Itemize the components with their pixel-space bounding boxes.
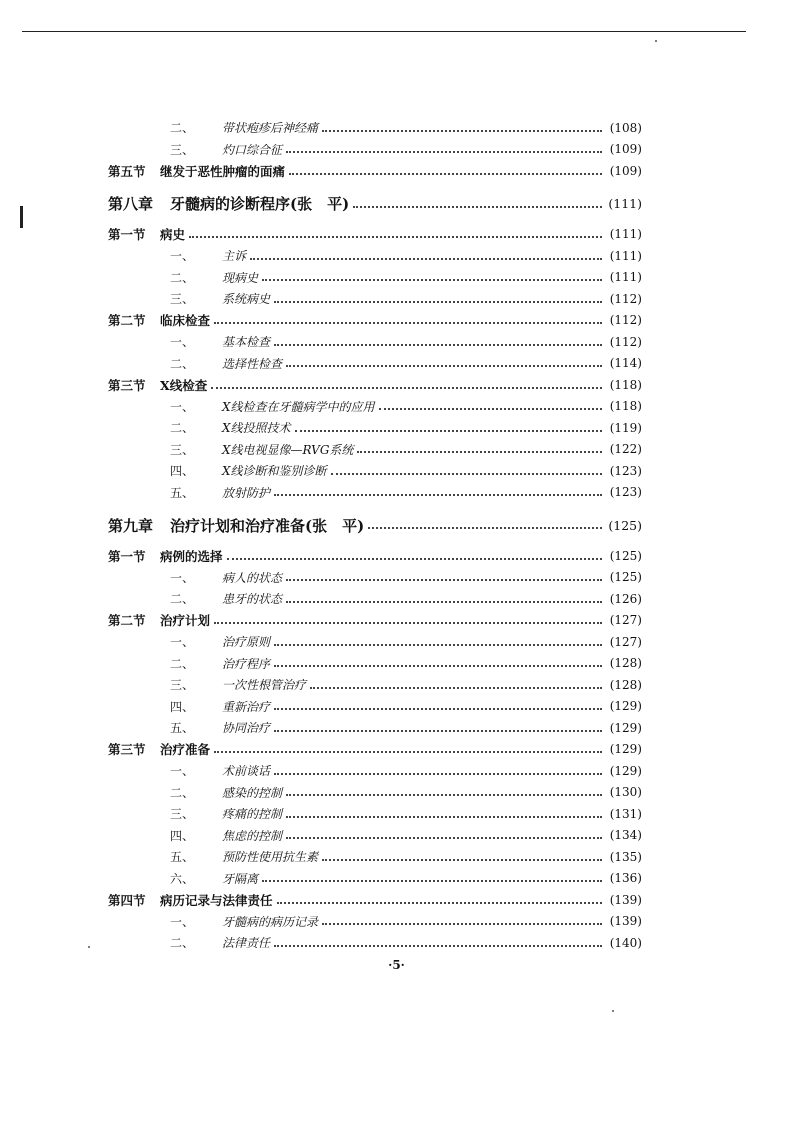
toc-entry-title: 术前谈话: [222, 764, 271, 779]
toc-entry-item: [108, 911, 642, 933]
toc-entry-page: (111): [608, 196, 642, 211]
toc-entry-page: (112): [609, 313, 642, 328]
toc-entry-section: [108, 889, 642, 911]
dot-leader: [274, 945, 602, 947]
toc-entry-page: (122): [609, 442, 642, 457]
scan-mark: [20, 206, 23, 228]
speck: [612, 1010, 614, 1012]
dot-leader: [274, 708, 602, 710]
toc-entry-section: [108, 739, 642, 761]
toc-entry-section: [108, 224, 642, 246]
dot-leader: [353, 206, 602, 208]
toc-entry-title: 治疗计划: [160, 613, 211, 629]
toc-entry-page: (109): [609, 142, 642, 157]
dot-leader: [274, 644, 602, 646]
toc-entry-title: 系统病史: [222, 292, 271, 307]
toc-entry-number: 二、: [170, 592, 195, 607]
toc-entry-page: (126): [609, 591, 642, 606]
toc-entry-page: (134): [609, 828, 642, 843]
toc-entry-number: 二、: [170, 421, 195, 436]
toc-entry-title: 继发于恶性肿瘤的面痛: [160, 163, 286, 179]
dot-leader: [214, 622, 602, 624]
toc-entry-number: 一、: [170, 399, 195, 414]
dot-leader: [274, 494, 602, 496]
dot-leader: [262, 880, 602, 882]
toc-entry-page: (125): [609, 570, 642, 585]
toc-entry-title: 患牙的状态: [222, 592, 283, 607]
toc-entry-section: [108, 610, 642, 632]
toc-entry-item: [108, 567, 642, 589]
dot-leader: [322, 859, 602, 861]
dot-leader: [322, 130, 602, 132]
toc-entry-title: X线投照技术: [222, 421, 291, 436]
toc-entry-number: 五、: [170, 485, 195, 500]
toc-entry-number: 第二节: [108, 313, 146, 329]
toc-entry-number: 二、: [170, 356, 195, 371]
toc-entry-item: [108, 631, 642, 653]
dot-leader: [289, 173, 602, 175]
toc-entry-page: (139): [609, 914, 642, 929]
toc-entry-item: [108, 245, 642, 267]
toc-entry-page: (139): [609, 892, 642, 907]
dot-leader: [211, 387, 602, 389]
toc-entry-item: [108, 717, 642, 739]
toc-entry-title: 临床检查: [160, 313, 211, 329]
toc-entry-page: (129): [609, 699, 642, 714]
toc-entry-title: 治疗原则: [222, 635, 271, 650]
toc-entry-section: [108, 374, 642, 396]
toc-entry-number: 六、: [170, 871, 195, 886]
toc-entry-number: 五、: [170, 721, 195, 736]
dot-leader: [262, 279, 602, 281]
toc-entry-item: [108, 932, 642, 954]
toc-entry-page: (140): [609, 935, 642, 950]
toc-entry-number: 四、: [170, 828, 195, 843]
toc-entry-page: (128): [609, 677, 642, 692]
toc-entry-number: 第三节: [108, 742, 146, 758]
dot-leader: [357, 451, 602, 453]
toc-entry-title: X线检查在牙髓病学中的应用: [222, 399, 375, 414]
toc-entry-number: 第二节: [108, 613, 146, 629]
table-of-contents: [108, 117, 642, 954]
toc-entry-title: 预防性使用抗生素: [222, 850, 319, 865]
toc-entry-title: 治疗程序: [222, 656, 271, 671]
toc-entry-item: [108, 868, 642, 890]
toc-entry-number: 第五节: [108, 163, 146, 179]
toc-entry-page: (112): [609, 334, 642, 349]
toc-entry-number: 一、: [170, 635, 195, 650]
toc-entry-page: (123): [609, 485, 642, 500]
toc-entry-page: (129): [609, 720, 642, 735]
toc-entry-number: 四、: [170, 464, 195, 479]
toc-entry-chapter: [108, 192, 642, 216]
toc-entry-item: [108, 653, 642, 675]
toc-entry-number: 一、: [170, 570, 195, 585]
toc-entry-title: X线检查: [160, 377, 208, 393]
dot-leader: [274, 773, 602, 775]
toc-entry-item: [108, 288, 642, 310]
dot-leader: [250, 258, 602, 260]
toc-entry-number: 三、: [170, 807, 195, 822]
toc-entry-item: [108, 825, 642, 847]
toc-entry-title: 治疗准备: [160, 742, 211, 758]
dot-leader: [189, 236, 602, 238]
toc-entry-item: [108, 803, 642, 825]
dot-leader: [286, 601, 602, 603]
toc-entry-title: 现病史: [222, 270, 259, 285]
dot-leader: [227, 558, 602, 560]
toc-entry-title: 基本检查: [222, 335, 271, 350]
toc-entry-section: [108, 160, 642, 182]
toc-entry-page: (131): [609, 806, 642, 821]
toc-entry-number: 第一节: [108, 548, 146, 564]
toc-entry-page: (111): [609, 227, 642, 242]
toc-entry-title: 病例的选择: [160, 548, 223, 564]
dot-leader: [274, 665, 602, 667]
toc-entry-page: (128): [609, 656, 642, 671]
toc-entry-title: 灼口综合征: [222, 142, 283, 157]
toc-entry-title: 主诉: [222, 249, 247, 264]
toc-entry-number: 三、: [170, 442, 195, 457]
dot-leader: [286, 365, 602, 367]
dot-leader: [286, 151, 602, 153]
toc-entry-item: [108, 696, 642, 718]
toc-entry-title: 重新治疗: [222, 699, 271, 714]
toc-entry-number: 二、: [170, 656, 195, 671]
toc-entry-number: 三、: [170, 292, 195, 307]
toc-entry-title: 治疗计划和治疗准备(张 平): [170, 516, 365, 535]
toc-entry-number: 三、: [170, 142, 195, 157]
dot-leader: [379, 408, 602, 410]
toc-entry-page: (136): [609, 871, 642, 886]
toc-entry-page: (135): [609, 849, 642, 864]
toc-entry-item: [108, 674, 642, 696]
toc-entry-number: 一、: [170, 764, 195, 779]
toc-entry-item: [108, 760, 642, 782]
toc-entry-item: [108, 460, 642, 482]
dot-leader: [310, 687, 602, 689]
toc-entry-title: X线电视显像—RVG系统: [222, 442, 354, 457]
toc-entry-item: [108, 482, 642, 504]
toc-entry-page: (127): [609, 613, 642, 628]
page-number: ·5·: [388, 958, 405, 972]
dot-leader: [274, 730, 602, 732]
dot-leader: [286, 816, 602, 818]
dot-leader: [214, 322, 602, 324]
toc-entry-item: [108, 782, 642, 804]
toc-entry-item: [108, 396, 642, 418]
toc-entry-title: 法律责任: [222, 936, 271, 951]
toc-entry-item: [108, 117, 642, 139]
toc-entry-page: (125): [608, 517, 642, 533]
toc-entry-number: 二、: [170, 785, 195, 800]
dot-leader: [274, 301, 602, 303]
dot-leader: [214, 751, 602, 753]
toc-entry-item: [108, 439, 642, 461]
toc-entry-title: 一次性根管治疗: [222, 678, 307, 693]
toc-entry-number: 五、: [170, 850, 195, 865]
toc-entry-page: (125): [609, 548, 642, 563]
toc-entry-number: 一、: [170, 335, 195, 350]
dot-leader: [331, 473, 602, 475]
speck: [655, 40, 657, 42]
dot-leader: [322, 923, 602, 925]
dot-leader: [286, 837, 602, 839]
toc-entry-item: [108, 139, 642, 161]
toc-entry-title: 疼痛的控制: [222, 807, 283, 822]
toc-entry-page: (119): [609, 420, 642, 435]
toc-entry-item: [108, 353, 642, 375]
toc-entry-title: 牙髓病的病历记录: [222, 914, 319, 929]
toc-entry-number: 二、: [170, 270, 195, 285]
toc-entry-number: 二、: [170, 936, 195, 951]
speck: [88, 946, 90, 948]
dot-leader: [274, 344, 602, 346]
toc-entry-title: 协同治疗: [222, 721, 271, 736]
toc-entry-number: 第八章: [108, 195, 154, 213]
top-rule: [22, 31, 746, 32]
toc-entry-title: X线诊断和鉴别诊断: [222, 464, 327, 479]
toc-entry-page: (118): [609, 399, 642, 414]
toc-entry-number: 第九章: [108, 516, 154, 535]
dot-leader: [286, 794, 602, 796]
toc-entry-number: 一、: [170, 914, 195, 929]
toc-entry-page: (108): [609, 120, 642, 135]
toc-entry-page: (111): [609, 248, 642, 263]
toc-entry-title: 病人的状态: [222, 570, 283, 585]
toc-entry-title: 牙髓病的诊断程序(张 平): [170, 195, 350, 213]
toc-entry-page: (109): [609, 163, 642, 178]
toc-entry-number: 一、: [170, 249, 195, 264]
toc-entry-item: [108, 588, 642, 610]
toc-entry-number: 三、: [170, 678, 195, 693]
toc-entry-section: [108, 545, 642, 567]
dot-leader: [368, 527, 602, 529]
toc-entry-number: 四、: [170, 699, 195, 714]
dot-leader: [295, 430, 602, 432]
dot-leader: [277, 902, 602, 904]
toc-entry-number: 第一节: [108, 227, 146, 243]
toc-entry-title: 带状疱疹后神经痛: [222, 121, 319, 136]
toc-entry-page: (127): [609, 634, 642, 649]
toc-entry-title: 牙隔离: [222, 871, 259, 886]
toc-entry-page: (114): [609, 356, 642, 371]
toc-entry-page: (111): [609, 270, 642, 285]
toc-entry-title: 感染的控制: [222, 785, 283, 800]
toc-entry-item: [108, 417, 642, 439]
toc-entry-item: [108, 846, 642, 868]
toc-entry-page: (129): [609, 763, 642, 778]
toc-entry-item: [108, 331, 642, 353]
toc-entry-page: (129): [609, 742, 642, 757]
toc-entry-page: (123): [609, 463, 642, 478]
toc-entry-title: 病史: [160, 227, 186, 243]
toc-entry-item: [108, 267, 642, 289]
dot-leader: [286, 579, 602, 581]
toc-entry-title: 放射防护: [222, 485, 271, 500]
toc-entry-title: 病历记录与法律责任: [160, 892, 273, 908]
toc-entry-page: (112): [609, 291, 642, 306]
toc-entry-title: 选择性检查: [222, 356, 283, 371]
toc-entry-title: 焦虑的控制: [222, 828, 283, 843]
toc-entry-number: 第四节: [108, 892, 146, 908]
toc-entry-page: (130): [609, 785, 642, 800]
toc-entry-number: 二、: [170, 121, 195, 136]
toc-entry-number: 第三节: [108, 377, 146, 393]
toc-entry-chapter: [108, 513, 642, 537]
toc-entry-page: (118): [609, 377, 642, 392]
toc-entry-section: [108, 310, 642, 332]
